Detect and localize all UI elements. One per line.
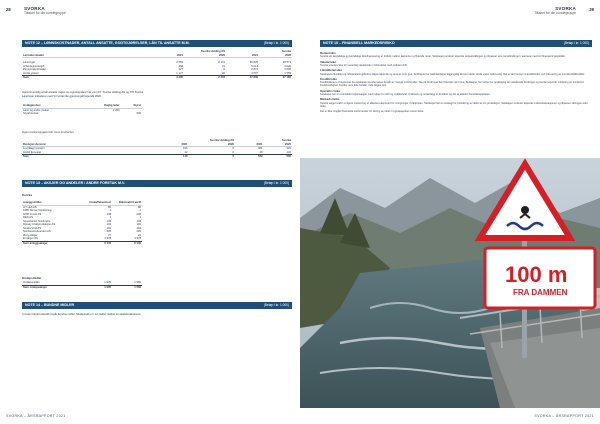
page-number: 29 bbox=[589, 7, 594, 12]
audit-fee-table bbox=[22, 139, 292, 159]
row-label: Øvrig Aksjer bbox=[23, 233, 38, 237]
footer: SVORKA – ÅRSRAPPORT 2021 bbox=[6, 414, 66, 418]
cell: 148 bbox=[142, 155, 189, 159]
current-shares-table bbox=[22, 281, 142, 289]
cell: 1 bbox=[109, 209, 112, 212]
compensation-table bbox=[22, 104, 142, 116]
sum-row bbox=[22, 241, 142, 245]
note15-header bbox=[320, 40, 592, 47]
row-label: REN AS bbox=[23, 216, 33, 219]
year-header: 2020 bbox=[184, 54, 226, 58]
note13-section: Svorka bbox=[22, 193, 33, 197]
cell: 2 233 bbox=[184, 76, 226, 80]
row-label: Lønn og andre ytelser bbox=[23, 108, 50, 112]
section-heading: Valutarisiko bbox=[320, 59, 337, 64]
river-photo bbox=[300, 158, 600, 408]
cell: 208 bbox=[136, 212, 141, 216]
note12-tag: (Beløp i kr. 1 000) bbox=[263, 41, 289, 45]
cell: 1 127 bbox=[176, 71, 184, 75]
year-header: 2021 bbox=[142, 54, 184, 58]
row-label: IoT Hub AS bbox=[23, 205, 37, 209]
cell: 48 bbox=[259, 150, 263, 154]
page-number: 28 bbox=[6, 7, 11, 12]
col-header: Anskaffelseskost bbox=[82, 201, 112, 205]
row-label: Rotsøy Kraftproduksjon AS bbox=[23, 223, 56, 226]
row-label: Sum anleggsaksjer bbox=[22, 241, 82, 245]
note13-tag: (Beløp i kr. 1 000) bbox=[263, 181, 289, 185]
salary-table bbox=[22, 50, 292, 80]
cell: 42 bbox=[184, 150, 188, 154]
cell: 1 bbox=[109, 216, 112, 219]
table-row bbox=[22, 112, 142, 116]
row-label: Et Aksjer AS bbox=[23, 237, 38, 240]
sum-row bbox=[22, 285, 142, 289]
row-label: Sum omløpsaksjer bbox=[22, 285, 82, 289]
group-b-header: Svorka bbox=[282, 50, 291, 53]
cell: 102 bbox=[106, 223, 112, 226]
cell: 1 bbox=[139, 216, 141, 219]
cell: 30 bbox=[222, 71, 226, 75]
row-label: Nordvestnettvarden AS bbox=[23, 230, 51, 233]
cell: 80 bbox=[108, 205, 112, 209]
cell: 1 bbox=[139, 209, 141, 212]
cell: 3 032 bbox=[284, 68, 291, 71]
cell bbox=[82, 112, 121, 116]
risk-text-block bbox=[320, 50, 592, 113]
cell: 37 182 bbox=[259, 76, 292, 80]
cell: 22 bbox=[138, 233, 141, 237]
cell: 102 bbox=[136, 223, 141, 226]
comp-header: Styret bbox=[121, 104, 142, 108]
col-label: Revisjonshonorar bbox=[22, 143, 142, 147]
cell: 0 bbox=[232, 150, 235, 154]
cell: 220 bbox=[106, 230, 112, 233]
group-a-header: Svorka Holding AS bbox=[209, 139, 235, 142]
year-header: 2020 bbox=[259, 54, 292, 58]
comp-header: Daglig leder bbox=[82, 104, 121, 108]
cell: 1 560 bbox=[112, 285, 142, 289]
cell: 47 809 bbox=[226, 76, 259, 80]
year-header: 2021 bbox=[142, 143, 189, 147]
cell: 5 013 bbox=[251, 64, 258, 68]
row-label: Pensjonskostnader bbox=[23, 68, 46, 71]
row-label: Sum bbox=[22, 76, 142, 80]
cell: 4 405 bbox=[142, 76, 184, 80]
row-label: STRI Invest AS bbox=[23, 212, 42, 216]
cell: 320 bbox=[286, 147, 291, 150]
row-label: Styrehonorar bbox=[23, 112, 39, 115]
row-label: Smøla Vind AS bbox=[23, 226, 42, 230]
cell: 31 bbox=[222, 64, 226, 68]
year-header: 2021 bbox=[235, 143, 263, 147]
cell: 2 172 bbox=[218, 61, 226, 64]
loan-text: Lønninger inkluderer med % hvorav lån gjennomgår løpende 2020. bbox=[22, 95, 102, 98]
section-heading: Markedsrisiko bbox=[320, 97, 340, 102]
row-label: Andre ytelser bbox=[23, 71, 39, 75]
right-page bbox=[300, 0, 600, 424]
note15-tag: (Beløp i kr. 1 000) bbox=[563, 41, 589, 45]
section-paragraph: Svorka utsettes ikke for vesentlig valutarisiko i forbindelse med ordinær drift. bbox=[320, 64, 408, 68]
cell: 2 874 bbox=[251, 68, 258, 71]
cell: 1 935 bbox=[104, 281, 111, 284]
section-heading: Renterisiko bbox=[320, 51, 336, 55]
row-label: KMR Rema Oppløsning bbox=[23, 209, 52, 212]
section-paragraph: Selskapets likviditet og refinansieringsbehov følges løpende og ansees som god. Selskapet har trekkfasiliteter tilgjengelig dersom dette skulle være nødvendig. Det er tatt hensyn til kredittrisiko ved plassering av overskuddslikviditet. bbox=[320, 72, 585, 76]
cell: 2 683 bbox=[176, 61, 184, 64]
note14-title: NOTE 14 – BUNDNE MIDLER bbox=[25, 303, 75, 307]
sign-distance-text: 100 m bbox=[505, 262, 568, 287]
section-heading: Kredittrisiko bbox=[320, 76, 338, 81]
col-header: Anleggsmidler bbox=[22, 201, 82, 205]
cell: 0 bbox=[189, 155, 236, 159]
year-header: 2020 bbox=[189, 143, 236, 147]
cell: 529 bbox=[235, 155, 263, 159]
row-label: Sum bbox=[22, 155, 142, 159]
row-label: Lønninger bbox=[23, 61, 36, 64]
cell: 2 200 bbox=[112, 108, 120, 112]
cell: 6 130 bbox=[112, 241, 142, 245]
cell: 1 559 bbox=[284, 71, 291, 75]
cell: 1 935 bbox=[82, 285, 112, 289]
cell: 0 bbox=[232, 147, 235, 150]
cell: 104 bbox=[106, 219, 112, 223]
cell: 4 978 bbox=[134, 237, 141, 240]
shares-table bbox=[22, 201, 142, 245]
cell: 208 bbox=[106, 212, 112, 216]
cell: 104 bbox=[136, 219, 141, 223]
brand-subtitle: Tiltaket for din kundegruppe bbox=[534, 11, 576, 15]
footer: SVORKA – ÅRSRAPPORT 2021 bbox=[534, 414, 594, 418]
row-label: Sparebank1 Nordmøre bbox=[23, 219, 51, 223]
cell: 6 130 bbox=[82, 241, 112, 245]
note14-header bbox=[22, 302, 292, 309]
cell: 292 bbox=[136, 226, 141, 230]
group-b-header: Svorka bbox=[282, 139, 291, 142]
sum-row bbox=[22, 76, 292, 80]
section-heading: Likviditetsrisiko bbox=[320, 68, 343, 73]
section-heading: Operativ risiko bbox=[320, 88, 341, 93]
cell: 36 825 bbox=[249, 61, 258, 64]
row-label: Lovpålagt revisjon bbox=[23, 147, 45, 150]
section-paragraph: Kreditrisikoen er begrenset da selskapets kundemasse består av mange små kunder. Tap på fordringer har historisk vært lave. Selskapet har rutiner for oppfølging av utestående fordringer og foretar løpende vurdering av kundenes kredittverdighet. Kunder som ikke betaler i tide følges opp. bbox=[320, 81, 584, 88]
cell: 292 bbox=[106, 226, 112, 230]
cell: 106 bbox=[183, 147, 188, 150]
section-paragraph: Selskapet har en velutviklet organisasjon med rutiner for drift og vedlikehold. Kraftverk og nettanlegg er forsikret og det er etablert beredskapsplaner. bbox=[320, 93, 491, 97]
cell: 127 bbox=[178, 68, 184, 71]
cell: 4 020 bbox=[284, 64, 291, 68]
cell: 600 bbox=[136, 112, 141, 115]
note12-header bbox=[22, 40, 292, 47]
employee-text: Gjennomsnittlig antall ansatte i løpet av regnskapsåret har vært 97. Svorka Holding AS og 776 Svorka. bbox=[22, 91, 144, 94]
brand-title: SVORKA bbox=[24, 6, 45, 11]
cell: 3 097 bbox=[251, 71, 258, 75]
note14-tag: (Beløp i kr. 1 000) bbox=[263, 303, 289, 307]
note14-text: I posten bankinnskudd inngår bundne midler. Skattetrekk er i sin helhet dekket av skattetrekkskonto. bbox=[22, 313, 142, 316]
year-header: 2021 bbox=[226, 54, 259, 58]
year-header: 2020 bbox=[264, 143, 293, 147]
sum-row bbox=[22, 155, 292, 159]
row-label: Arbeidsgiveravgift bbox=[23, 64, 45, 68]
cell: 506 bbox=[264, 155, 293, 159]
col-header: Balanseført verdi bbox=[112, 201, 142, 205]
row-label: Omløpsmidler bbox=[23, 281, 40, 284]
cell: 77 bbox=[108, 233, 112, 237]
sign-sub-text: FRA DAMMEN bbox=[513, 288, 568, 297]
section-paragraph: Svorka sin langsiktige og kortsiktige lånefinansiering er fordelt mellom fastrente og flytende rente. Selskapet vurderer løpende renteutviklingen og tilpasser sine rentebindinger i samsvar med sin finansieringspolitikk. bbox=[320, 55, 566, 59]
cell: 28 571 bbox=[282, 61, 291, 64]
section-paragraph: Svorka selger kraft i et åpent marked og er således eksponert for svingninger i kraftprisen. Selskapet har en strategi for prissikring av deler av sin produksjon. Selskapet vurderer løpende markedssituasjonen og tilpasser sikringen etter dette. bbox=[320, 101, 588, 108]
cell: 468 bbox=[178, 64, 184, 68]
col-label: Lønnskostnader bbox=[22, 54, 142, 58]
row-label: Andre tjenester bbox=[23, 150, 42, 154]
cell: 1 560 bbox=[134, 281, 141, 284]
cell: 132 bbox=[286, 150, 291, 154]
note15-title: NOTE 15 – FINANSIELL MARKEDSRISIKO bbox=[323, 41, 395, 45]
cell: 220 bbox=[136, 230, 141, 233]
note12-title: NOTE 12 – LØNNSKOSTNADER, ANTALL ANSATTE, GODTGJØRELSER, LÅN TIL ANSATTE M.M. bbox=[25, 41, 190, 45]
note13-header bbox=[22, 180, 292, 187]
note13-title: NOTE 13 – AKSJER OG ANDELER I ANDRE FORETAK M.V. bbox=[25, 181, 126, 185]
section-paragraph: Det er ikke inngått finansielle instrumenter for sikring av risiko i regnskapsåret utover dette. bbox=[320, 110, 425, 114]
brand-subtitle: Tiltaket for din kundegruppe bbox=[24, 11, 66, 15]
cell: 80 bbox=[138, 205, 141, 209]
cell: 0 bbox=[223, 68, 226, 71]
group-a-header: Svorka Holding AS bbox=[200, 50, 226, 53]
cell: 4 978 bbox=[104, 237, 112, 240]
cell: 481 bbox=[258, 147, 263, 150]
auditor-text: Ingen revisoroppgaver blir i sum innehentet bbox=[22, 131, 74, 134]
brand-title: SVORKA bbox=[555, 6, 576, 11]
note13-section2: Omløpsmidler bbox=[22, 276, 42, 280]
comp-label: Godtgjørelser bbox=[22, 104, 82, 108]
